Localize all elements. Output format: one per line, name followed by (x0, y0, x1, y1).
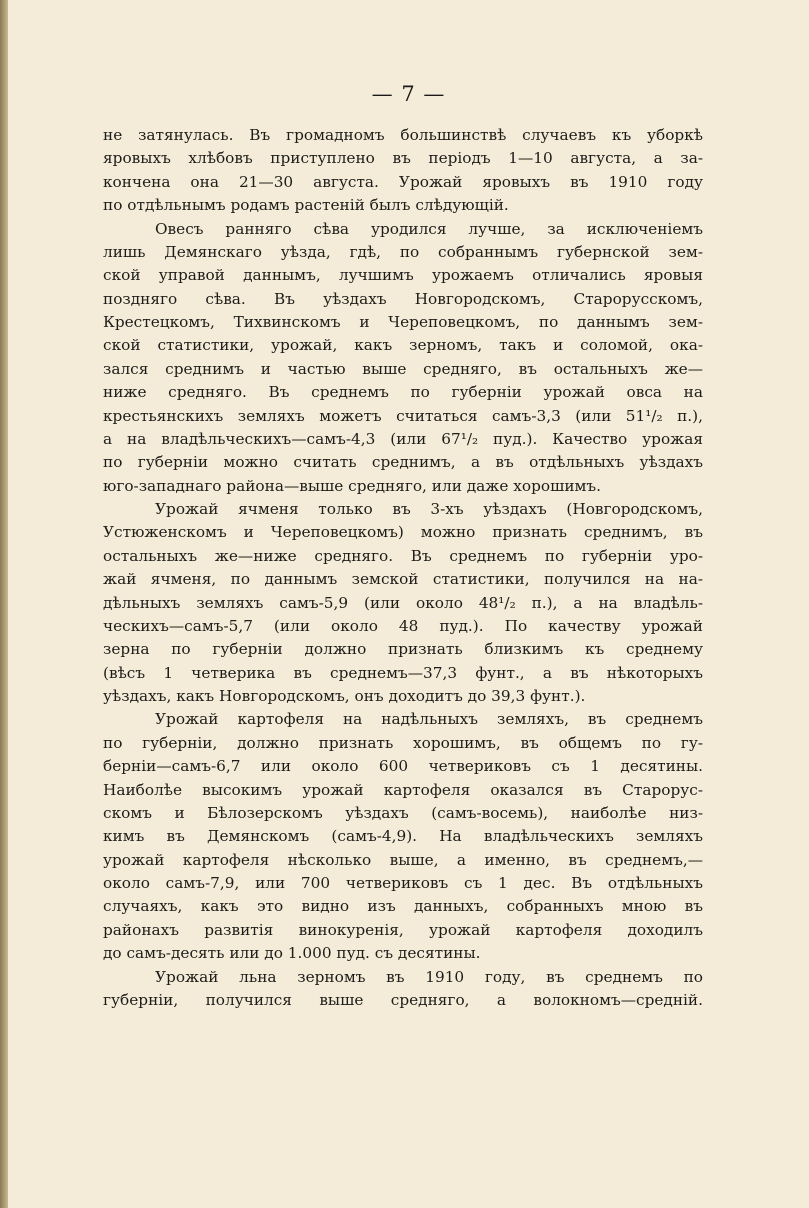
text-line: ческихъ—самъ-5,7 (или около 48 пуд.). По качеству урожай (103, 616, 703, 635)
text-line: губерніи, получился выше средняго, а волокномъ—средній. (103, 990, 703, 1009)
text-line: случаяхъ, какъ это видно изъ данныхъ, собранныхъ мною въ (103, 897, 703, 916)
text-line: урожай картофеля нѣсколько выше, а именно, въ среднемъ,— (103, 850, 703, 869)
book-page (8, 0, 809, 1208)
text-line: (вѣсъ 1 четверика въ среднемъ—37,3 фунт., а въ нѣкоторыхъ (103, 663, 703, 682)
text-line: Урожай льна зерномъ въ 1910 году, въ среднемъ по (155, 967, 703, 986)
text-line: ниже средняго. Въ среднемъ по губерніи урожай овса на (103, 383, 703, 402)
text-line: кимъ въ Демянскомъ (самъ-4,9). На владѣльческихъ земляхъ (103, 827, 703, 846)
text-line: по отдѣльнымъ родамъ растеній былъ слѣдующій. (103, 196, 509, 215)
text-line: остальныхъ же—ниже средняго. Въ среднемъ по губерніи уро- (103, 546, 703, 565)
text-line: около самъ-7,9, или 700 четвериковъ съ 1 дес. Въ отдѣльныхъ (103, 874, 703, 892)
text-line: крестьянскихъ земляхъ можетъ считаться самъ-3,3 (или 51¹/₂ п.), (103, 406, 703, 425)
text-line: юго-западнаго района—выше средняго, или даже хорошимъ. (103, 476, 602, 495)
text-line: по губерніи можно считать среднимъ, а въ отдѣльныхъ уѣздахъ (103, 453, 703, 472)
text-line: скомъ и Бѣлозерскомъ уѣздахъ (самъ-восемь), наиболѣе низ- (103, 803, 703, 822)
text-line: дѣльныхъ земляхъ самъ-5,9 (или около 48¹/₂ п.), а на владѣль- (103, 593, 703, 612)
text-line: не затянулась. Въ громадномъ большинствѣ случаевъ къ уборкѣ (103, 126, 703, 144)
page-number: — 7 — (371, 82, 446, 106)
text-line: поздняго сѣва. Въ уѣздахъ Новгородскомъ, Старорусскомъ, (103, 289, 703, 308)
text-line: а на владѣльческихъ—самъ-4,3 (или 67¹/₂ пуд.). Качество урожая (103, 429, 703, 448)
text-line: Наиболѣе высокимъ урожай картофеля оказался въ Старорус- (103, 780, 703, 799)
text-line: жай ячменя, по даннымъ земской статистики, получился на на- (103, 570, 703, 589)
body-text (103, 124, 703, 1012)
text-line: по губерніи, должно признать хорошимъ, въ общемъ по гу- (103, 733, 703, 752)
text-line: лишь Демянскаго уѣзда, гдѣ, по собраннымъ губернской зем- (103, 242, 703, 261)
text-line: Устюженскомъ и Череповецкомъ) можно признать среднимъ, въ (103, 523, 703, 542)
text-line: ской статистики, урожай, какъ зерномъ, такъ и соломой, ока- (103, 336, 703, 355)
text-line: Крестецкомъ, Тихвинскомъ и Череповецкомъ, по даннымъ зем- (103, 313, 703, 331)
text-line: берніи—самъ-6,7 или около 600 четвериковъ съ 1 десятины. (103, 757, 703, 776)
text-line: зался среднимъ и частью выше средняго, въ остальныхъ же— (103, 359, 703, 378)
text-line: зерна по губерніи должно признать близкимъ къ среднему (103, 640, 703, 659)
text-line: ской управой даннымъ, лучшимъ урожаемъ отличались яровыя (103, 266, 703, 285)
page-edge (0, 0, 8, 1208)
text-line: Овесъ ранняго сѣва уродился лучше, за исключеніемъ (155, 219, 703, 238)
text-line: районахъ развитія винокуренія, урожай картофеля доходилъ (103, 920, 703, 939)
text-line: кончена она 21—30 августа. Урожай яровыхъ въ 1910 году (103, 172, 703, 191)
text-line: Урожай ячменя только въ 3-хъ уѣздахъ (Новгородскомъ, (155, 500, 703, 518)
text-line: до самъ-десять или до 1.000 пуд. съ десятины. (103, 944, 481, 963)
text-line: яровыхъ хлѣбовъ приступлено въ періодъ 1—10 августа, а за- (103, 149, 703, 168)
text-line: уѣздахъ, какъ Новгородскомъ, онъ доходитъ до 39,3 фунт.). (103, 687, 586, 705)
text-line: Урожай картофеля на надѣльныхъ земляхъ, въ среднемъ (155, 710, 703, 729)
